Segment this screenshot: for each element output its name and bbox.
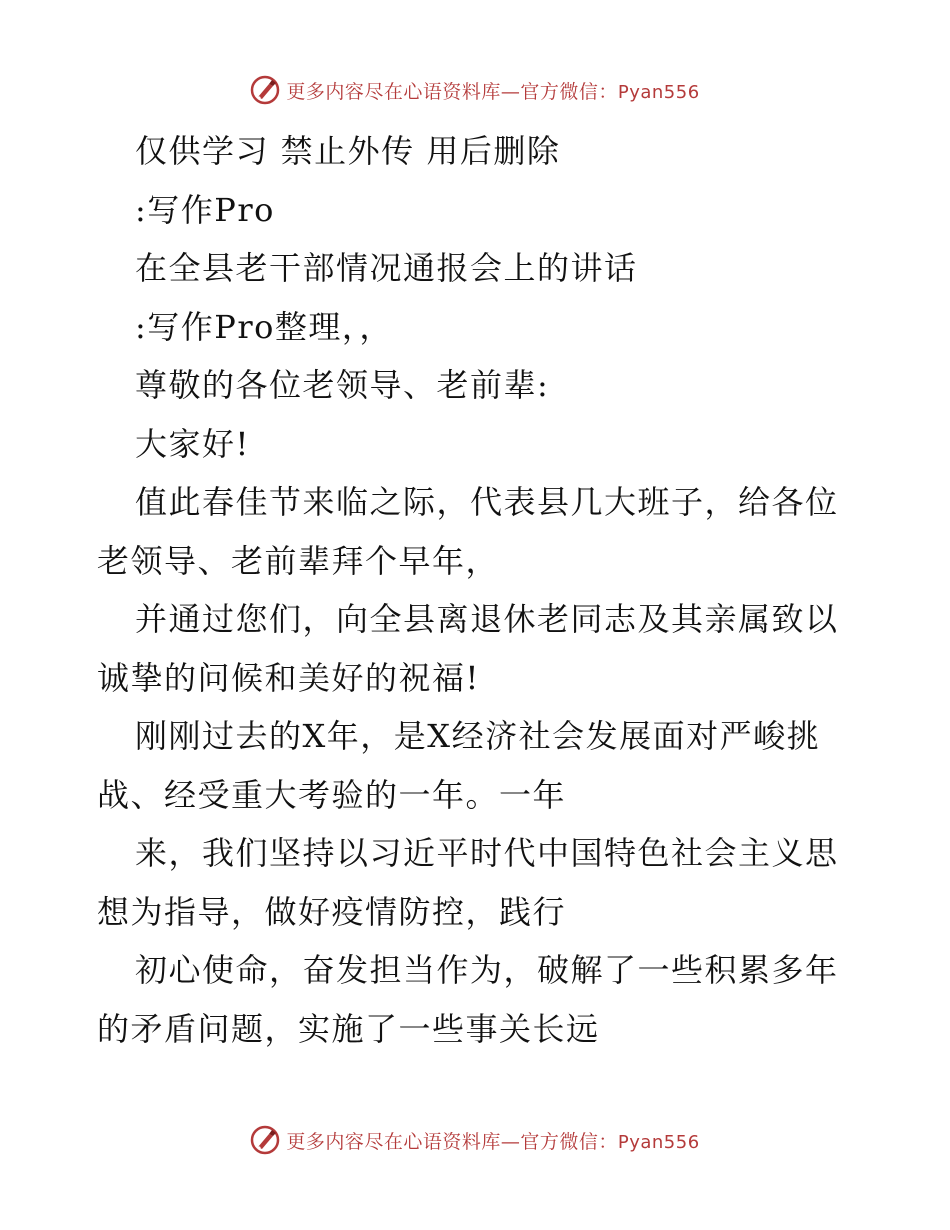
speech-title: 在全县老干部情况通报会上的讲话 [135, 249, 638, 287]
body-paragraph: 刚刚过去的X年，是X经济社会发展面对严峻挑战、经受重大考验的一年。一年 [97, 717, 821, 814]
pen-nib-logo-icon [250, 75, 280, 105]
banner-inner [250, 1125, 699, 1155]
compiler-line: :写作Pro整理，， [135, 307, 393, 346]
body-paragraph: 初心使命，奋发担当作为，破解了一些积累多年的矛盾问题，实施了一些事关长远 [97, 951, 839, 1048]
banner-inner [250, 75, 699, 105]
disclaimer-line: 仅供学习 禁止外传 用后删除 [135, 132, 561, 170]
author-line: :写作Pro [135, 190, 275, 229]
greeting: 大家好! [135, 424, 250, 463]
banner-text [286, 77, 699, 104]
document-body [97, 122, 857, 1058]
body-paragraph: 值此春佳节来临之际，代表县几大班子，给各位老领导、老前辈拜个早年， [97, 483, 839, 580]
banner-caption: 更多内容尽在心语资料库—官方微信： [286, 80, 618, 103]
pen-nib-logo-icon [250, 1125, 280, 1155]
banner-brand: Pyan556 [617, 81, 700, 103]
footer-watermark-banner [0, 1122, 950, 1158]
banner-caption: 更多内容尽在心语资料库—官方微信： [286, 1130, 618, 1153]
body-paragraph: 并通过您们，向全县离退休老同志及其亲属致以诚挚的问候和美好的祝福! [97, 600, 839, 697]
body-paragraph: 来，我们坚持以习近平时代中国特色社会主义思想为指导，做好疫情防控，践行 [97, 834, 839, 931]
salutation: 尊敬的各位老领导、老前辈: [135, 366, 550, 404]
header-watermark-banner [0, 72, 950, 108]
banner-text [286, 1127, 699, 1154]
banner-brand: Pyan556 [617, 1131, 700, 1153]
